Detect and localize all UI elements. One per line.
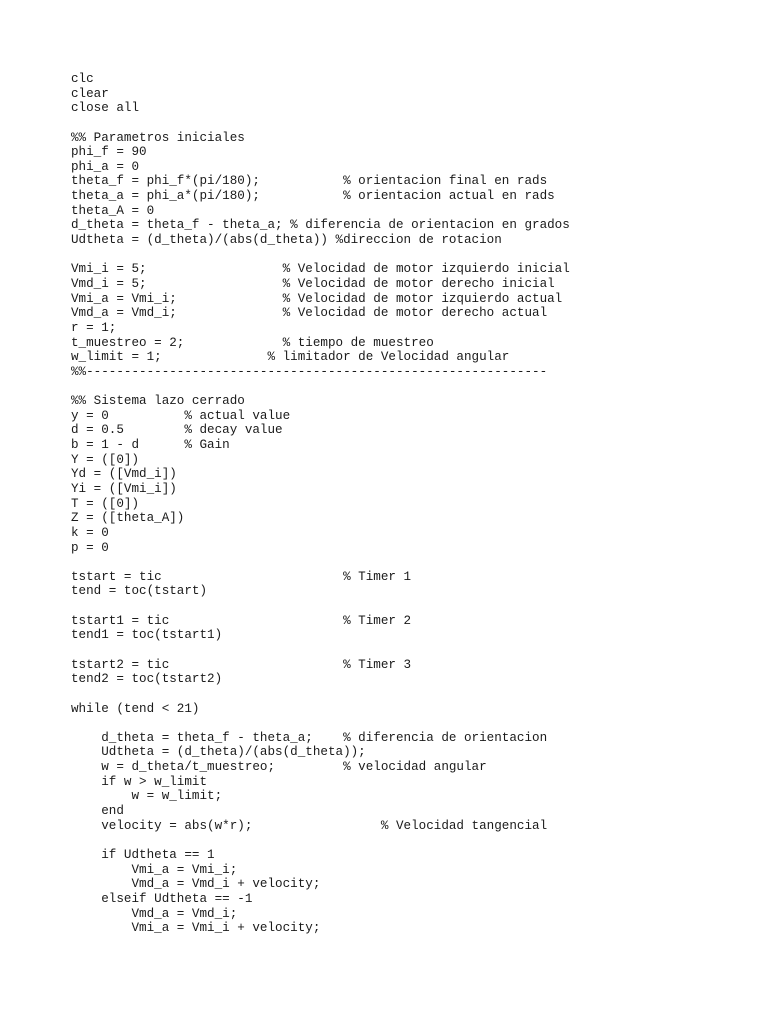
- code-line: T = ([0]): [71, 496, 140, 511]
- code-line: w = d_theta/t_muestreo; % velocidad angular: [71, 760, 487, 775]
- code-line: Vmi_a = Vmi_i;: [71, 862, 238, 877]
- code-line: phi_f = 90: [71, 145, 147, 160]
- code-line: tend1 = toc(tstart1): [71, 628, 223, 643]
- code-line: Vmi_i = 5; % Velocidad de motor izquierdo inicial: [71, 262, 570, 277]
- code-line: t_muestreo = 2; % tiempo de muestreo: [71, 335, 434, 350]
- code-line: %% Sistema lazo cerrado: [71, 394, 245, 409]
- code-line: phi_a = 0: [71, 159, 140, 174]
- code-line: [71, 716, 570, 731]
- code-line: [71, 116, 570, 131]
- code-line: w_limit = 1; % limitador de Velocidad angular: [71, 350, 510, 365]
- code-line: tend2 = toc(tstart2): [71, 672, 223, 687]
- code-line: [71, 833, 570, 848]
- code-line: [71, 599, 570, 614]
- code-line: Y = ([0]): [71, 452, 140, 467]
- code-line: [71, 555, 570, 570]
- code-line: tend = toc(tstart): [71, 584, 208, 599]
- code-line: while (tend < 21): [71, 701, 200, 716]
- code-line: %%-------------------------------------------------------------: [71, 364, 548, 379]
- code-line: [71, 248, 570, 263]
- code-line: theta_f = phi_f*(pi/180); % orientacion final en rads: [71, 174, 548, 189]
- code-line: Yi = ([Vmi_i]): [71, 481, 177, 496]
- code-line: [71, 643, 570, 658]
- code-line: Vmd_i = 5; % Velocidad de motor derecho inicial: [71, 276, 555, 291]
- code-line: y = 0 % actual value: [71, 408, 291, 423]
- code-line: Udtheta = (d_theta)/(abs(d_theta));: [71, 745, 366, 760]
- code-line: Udtheta = (d_theta)/(abs(d_theta)) %direccion de rotacion: [71, 233, 502, 248]
- code-line: velocity = abs(w*r); % Velocidad tangencial: [71, 818, 548, 833]
- code-line: if w > w_limit: [71, 774, 208, 789]
- code-line: [71, 687, 570, 702]
- code-line: Vmi_a = Vmi_i; % Velocidad de motor izquierdo actual: [71, 291, 563, 306]
- code-line: d_theta = theta_f - theta_a; % diferencia de orientacion en grados: [71, 218, 570, 233]
- code-line: b = 1 - d % Gain: [71, 438, 230, 453]
- code-line: Vmd_a = Vmd_i + velocity;: [71, 877, 321, 892]
- code-line: tstart2 = tic % Timer 3: [71, 657, 412, 672]
- code-line: Vmi_a = Vmi_i + velocity;: [71, 921, 321, 936]
- code-line: Yd = ([Vmd_i]): [71, 467, 177, 482]
- code-line: Z = ([theta_A]): [71, 511, 185, 526]
- code-line: tstart1 = tic % Timer 2: [71, 613, 412, 628]
- code-line: k = 0: [71, 525, 109, 540]
- code-listing: [71, 72, 570, 936]
- code-line: tstart = tic % Timer 1: [71, 569, 412, 584]
- code-line: r = 1;: [71, 320, 117, 335]
- code-line: d = 0.5 % decay value: [71, 423, 283, 438]
- code-line: theta_A = 0: [71, 203, 155, 218]
- code-line: clc: [71, 72, 94, 86]
- code-line: end: [71, 804, 124, 819]
- code-line: [71, 379, 570, 394]
- code-line: elseif Udtheta == -1: [71, 891, 253, 906]
- code-line: d_theta = theta_f - theta_a; % diferencia de orientacion: [71, 730, 548, 745]
- code-line: theta_a = phi_a*(pi/180); % orientacion actual en rads: [71, 189, 555, 204]
- code-line: Vmd_a = Vmd_i; % Velocidad de motor derecho actual: [71, 306, 548, 321]
- code-line: Vmd_a = Vmd_i;: [71, 906, 238, 921]
- code-line: close all: [71, 101, 140, 116]
- code-line: w = w_limit;: [71, 789, 223, 804]
- code-line: %% Parametros iniciales: [71, 130, 245, 145]
- code-line: p = 0: [71, 540, 109, 555]
- code-line: clear: [71, 86, 109, 101]
- code-line: if Udtheta == 1: [71, 847, 215, 862]
